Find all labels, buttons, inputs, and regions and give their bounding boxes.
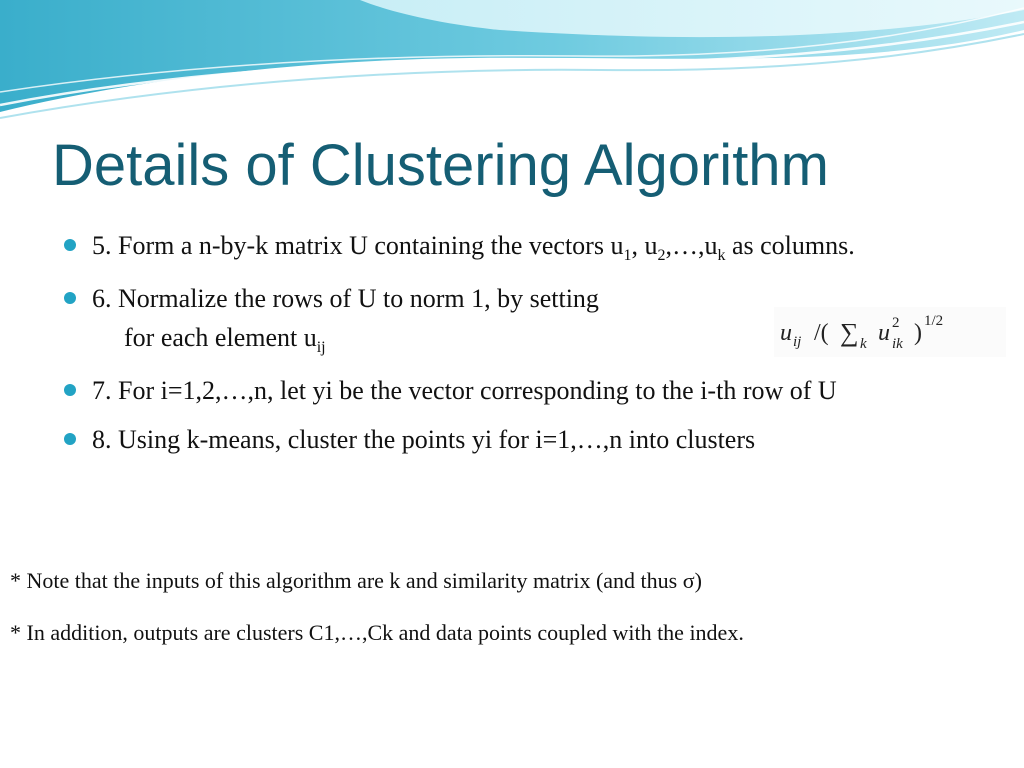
bullet-item-8 [62, 420, 1002, 459]
bullet-dot-icon [64, 239, 76, 251]
bullet-5-text-b: , u [631, 231, 658, 260]
formula-sigma-icon: ∑ [840, 318, 859, 347]
bullet-item-7 [62, 371, 1002, 410]
bullet-7-text: 7. For i=1,2,…,n, let yi be the vector corresponding to the i-th row of U [92, 376, 837, 405]
formula-u-subscript: ij [793, 334, 802, 350]
slide-title: Details of Clustering Algorithm [52, 133, 829, 198]
bullet-dot-icon [64, 433, 76, 445]
bullet-5-text-a: 5. Form a n-by-k matrix U containing the vectors u [92, 231, 624, 260]
note-outputs: * In addition, outputs are clusters C1,…,Ck and data points coupled with the index. [10, 620, 744, 645]
bullet-5-subscript-1: 1 [623, 247, 632, 264]
formula-close-paren: ) [914, 320, 922, 346]
normalization-formula-image [774, 307, 1006, 357]
bullet-6-subscript-ij: ij [316, 339, 326, 356]
formula-sigma-subscript: k [860, 336, 867, 352]
bullet-8-text: 8. Using k-means, cluster the points yi for i=1,…,n into clusters [92, 425, 756, 454]
formula-slash-paren: /( [814, 320, 829, 346]
bullet-6-line-1: 6. Normalize the rows of U to norm 1, by setting [92, 284, 599, 313]
formula-u2-subscript: ik [892, 336, 903, 352]
note-inputs: * Note that the inputs of this algorithm are k and similarity matrix (and thus σ) [10, 568, 702, 593]
bullet-6-line-2-text: for each element u [124, 323, 317, 352]
footnotes [10, 566, 1020, 670]
formula-exponent: 1/2 [924, 313, 944, 329]
formula-u2-superscript: 2 [892, 315, 900, 331]
bullet-dot-icon [64, 384, 76, 396]
header-wave-decoration [0, 0, 1024, 120]
bullet-item-5 [62, 226, 1002, 269]
bullet-5-text-c: ,…,u [665, 231, 718, 260]
bullet-dot-icon [64, 292, 76, 304]
bullet-5-text-d: as columns. [725, 231, 855, 260]
bullet-5-subscript-2: 2 [657, 247, 666, 264]
formula-u2: u [878, 320, 890, 346]
formula-u: u [780, 320, 792, 346]
bullet-5-subscript-k: k [717, 247, 726, 264]
